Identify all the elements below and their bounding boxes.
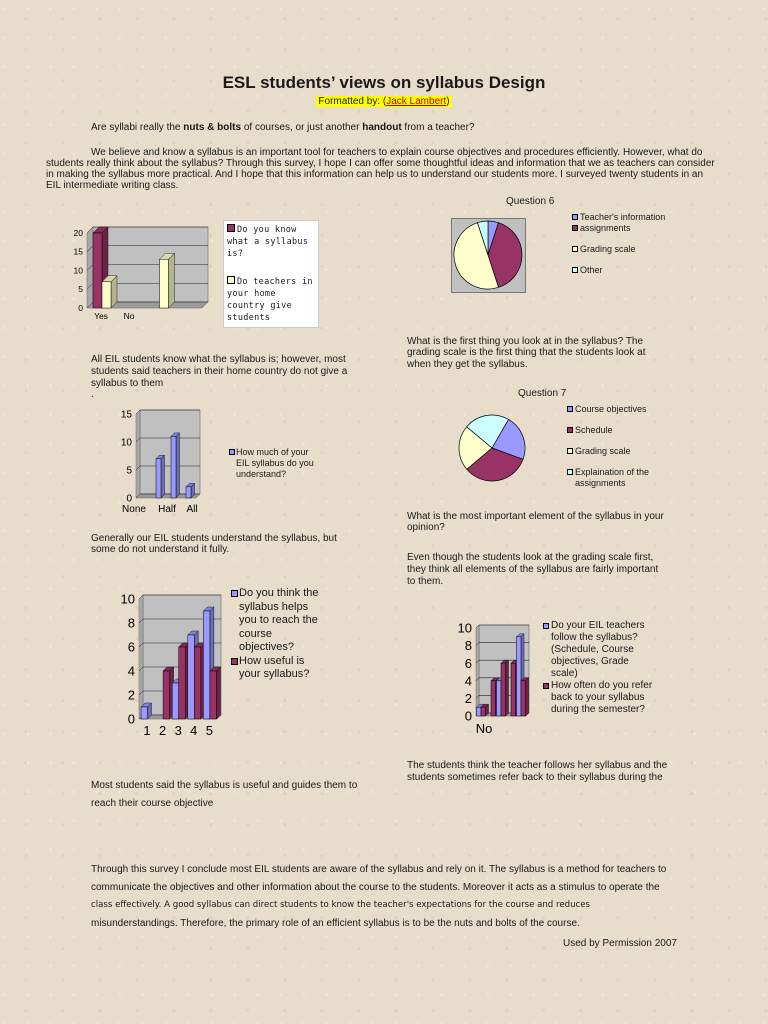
legend-grading: Grading scale — [572, 244, 667, 255]
even-caption-1: Even though the students look at the grading scale first, — [407, 552, 654, 563]
q7-caption-1: What is the most important element of the syllabus in your — [407, 511, 664, 522]
x-tick-label: 2 — [158, 723, 167, 738]
bar-do-your — [497, 681, 502, 716]
y-tick-label: 0 — [127, 711, 135, 727]
legend-refer: How often do you refer back to your syllabus during the semester? — [543, 680, 658, 716]
x-tick-label: 1 — [143, 723, 151, 738]
y-tick-label: 15 — [73, 246, 83, 257]
bar-do-you — [141, 707, 148, 719]
x-tick-label: No — [123, 311, 135, 321]
question6-title: Question 6 — [506, 196, 555, 207]
bar-how-useful — [210, 671, 217, 719]
x-tick-label: All — [186, 504, 198, 515]
y-tick-label: 10 — [120, 437, 132, 449]
bar-side — [526, 678, 529, 716]
bar-how-often — [491, 681, 496, 716]
q7-caption-2: opinion? — [407, 522, 445, 533]
bar-how-much — [186, 487, 191, 498]
bar-how-often — [481, 707, 486, 716]
conclusion-line-2: communicate the objectives and other information about the course to the students. Moreover it acts as a stimulus to operate the — [91, 882, 660, 893]
bar-do-your — [517, 637, 522, 716]
legend-teachers-info: Teacher's information — [572, 212, 667, 223]
bar-how-often — [511, 663, 516, 716]
bar-how-often — [521, 681, 526, 716]
bar-do-you — [188, 635, 195, 719]
chart-syllabus-useful — [105, 585, 230, 745]
plot-area — [140, 410, 200, 494]
legend-other: Other — [572, 265, 667, 276]
y-tick-label: 6 — [127, 639, 135, 655]
pie-question7 — [455, 411, 530, 486]
y-tick-label: 10 — [457, 620, 472, 636]
x-tick-label: No — [475, 721, 493, 736]
chart-understand-syllabus — [112, 404, 222, 519]
y-tick-label: 2 — [464, 690, 472, 706]
q6-caption-3: when they get the syllabus. — [407, 359, 528, 370]
y-tick-label: 10 — [73, 265, 83, 276]
y-tick-label: 15 — [120, 409, 132, 421]
bar-how-often — [501, 663, 506, 716]
legend-entry-know: Do you know what a syllabus is? — [227, 225, 309, 259]
bar-side — [161, 455, 165, 498]
pie-question6 — [451, 218, 526, 293]
chart1-legend — [223, 220, 319, 328]
legend-swatch-maroon — [231, 658, 238, 665]
footer-permission: Used by Permission 2007 — [563, 938, 677, 949]
chart1-caption-3: syllabus to them — [91, 378, 164, 389]
y-tick-label: 10 — [120, 591, 135, 607]
page-title: ESL students’ views on syllabus Design — [222, 73, 546, 92]
conclusion-line-3: class effectively. A good syllabus can direct students to know the teacher's expectations for the course and reduces — [91, 900, 591, 910]
bar-how-much — [156, 459, 161, 498]
bar-side — [216, 667, 220, 719]
y-tick-label: 8 — [464, 638, 472, 654]
x-tick-label: 4 — [190, 723, 198, 738]
chart3-legend: Do you think the syllabus helps you to reach the course objectives? How useful is your syllabus? — [231, 587, 321, 682]
legend-swatch-blue — [231, 590, 238, 597]
last-caption-1: The students think the teacher follows her syllabus and the — [407, 760, 668, 771]
chart1-caption-4: . — [91, 389, 94, 400]
chart3-caption-1: Most students said the syllabus is useful and guides them to — [91, 780, 358, 791]
intro-line-2: students really think about the syllabus? Through this survey, I hope I can offer some thoughtful ideas and information that we as teachers can consider — [46, 158, 715, 169]
legend-course-objectives: Course objectives — [567, 404, 667, 415]
bar-do-teachers — [160, 259, 169, 308]
x-tick-label: None — [122, 504, 146, 515]
bar-how-useful — [179, 647, 186, 719]
legend-entry-give: Do teachers in your home country give students — [227, 277, 313, 323]
x-tick-label: 3 — [174, 723, 182, 738]
chart2-caption-2: some do not understand it fully. — [91, 544, 230, 555]
legend-explanation: Explaination of the assignments — [567, 467, 667, 489]
y-tick-label: 4 — [464, 673, 472, 689]
chart2-legend: How much of your EIL syllabus do you understand? — [229, 447, 319, 480]
y-tick-label: 5 — [126, 465, 132, 477]
chart2-caption-1: Generally our EIL students understand the syllabus, but — [91, 533, 337, 544]
plot-side — [139, 595, 143, 719]
legend-swatch-maroon — [227, 224, 235, 232]
bar-do-you — [93, 233, 102, 308]
y-tick-label: 20 — [73, 227, 83, 238]
chart1-caption-2: students said teachers in their home country do not give a — [91, 366, 348, 377]
last-caption — [407, 760, 687, 783]
bar-do-you — [203, 611, 210, 719]
y-tick-label: 8 — [127, 615, 135, 631]
legend-swatch-blue — [229, 449, 235, 455]
chart-teachers-follow — [448, 618, 543, 743]
question7-title: Question 7 — [518, 388, 567, 399]
plot-side — [476, 625, 479, 716]
bar-do-your — [477, 707, 482, 716]
y-tick-label: 5 — [78, 284, 83, 295]
legend-swatch-cream — [227, 276, 235, 284]
bar-how-much — [171, 436, 176, 498]
bar-side — [176, 433, 180, 498]
author-link[interactable]: Jack Lambert — [386, 96, 447, 107]
intro-line-3: in making the syllabus more practical. And I hope that this information can help us to understand our students more. I surveyed twenty students in an — [46, 169, 704, 180]
chart3-caption-2: reach their course objective — [91, 798, 214, 809]
conclusion-line-4: misunderstandings. Therefore, the primary role of an efficient syllabus is to be the nuts and bolts of the course. — [91, 918, 580, 929]
legend-schedule: Schedule — [567, 425, 667, 436]
y-tick-label: 0 — [78, 302, 83, 313]
q6-caption-1: What is the first thing you look at in the syllabus? The — [407, 336, 644, 347]
bar-do-you — [172, 683, 179, 719]
x-tick-label: Half — [158, 504, 176, 515]
x-tick-label: Yes — [94, 311, 108, 321]
bar-how-useful — [194, 647, 201, 719]
legend-follow: Do your EIL teachers follow the syllabus? (Schedule, Course objectives, Grade scale) — [543, 620, 658, 680]
q6-caption-2: grading scale is the first thing that the students look at — [407, 347, 646, 358]
last-caption-2: students sometimes refer back to their syllabus during the — [407, 772, 663, 783]
bar-do-teachers — [102, 282, 111, 308]
formatted-by: Formatted by: (Jack Lambert) — [318, 96, 450, 107]
chart1-caption-1: All EIL students know what the syllabus is; however, most — [91, 354, 346, 365]
chart-know-syllabus — [55, 220, 215, 325]
bar-side — [506, 660, 509, 716]
bar-how-useful — [163, 671, 170, 719]
y-tick-label: 0 — [464, 708, 472, 724]
intro-question: Are syllabi really the nuts & bolts of courses, or just another handout from a teacher? — [91, 122, 475, 133]
even-caption-3: to them. — [407, 576, 444, 587]
intro-line-1: We believe and know a syllabus is an important tool for teachers to explain course objectives and procedures efficiently. However, what do — [91, 147, 703, 158]
y-tick-label: 2 — [127, 687, 135, 703]
x-tick-label: 5 — [205, 723, 214, 738]
even-caption-2: they think all elements of the syllabus are fairly important — [407, 564, 659, 575]
legend-assignments: assignments — [572, 223, 667, 234]
y-tick-label: 6 — [464, 655, 472, 671]
pie7-legend — [567, 404, 667, 489]
y-tick-label: 4 — [127, 663, 135, 679]
chart6-legend — [543, 620, 658, 716]
conclusion-line-1: Through this survey I conclude most EIL students are aware of the syllabus and rely on it. The syllabus is a method for teachers to — [91, 864, 667, 875]
bar-side — [169, 253, 175, 308]
pie6-legend — [572, 212, 667, 276]
legend-grading-scale: Grading scale — [567, 446, 667, 457]
intro-line-4: EIL intermediate writing class. — [46, 180, 179, 191]
y-tick-label: 0 — [126, 493, 132, 505]
plot-side — [136, 410, 140, 498]
